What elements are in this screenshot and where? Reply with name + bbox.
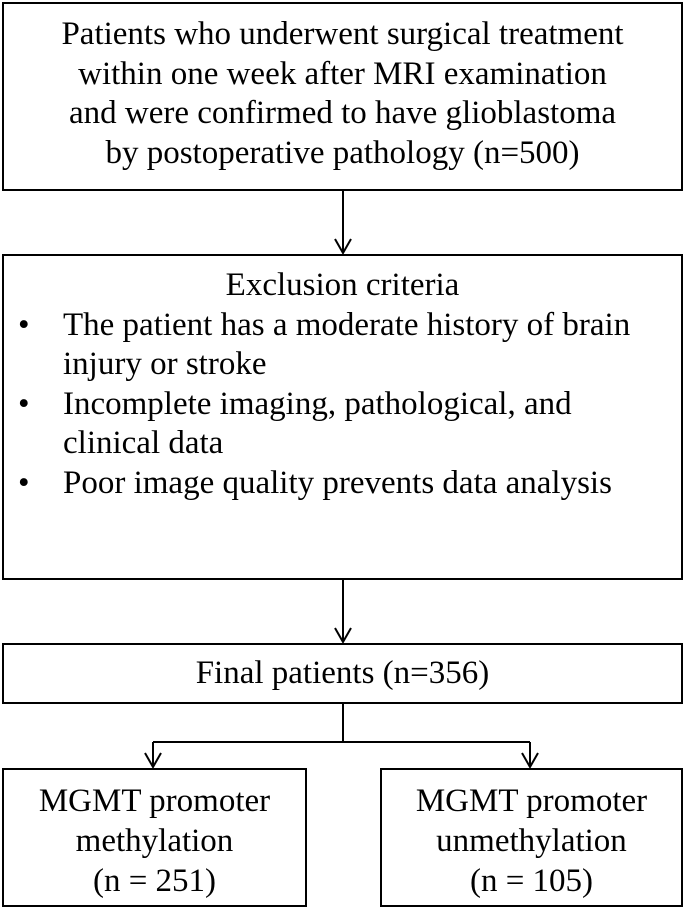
bullet-icon: • (18, 306, 30, 343)
arrowhead-final-to-unmethylation (522, 753, 538, 767)
unmethylation-box (380, 768, 683, 907)
unmethylation-line: MGMT promoter (415, 783, 648, 819)
bullet-icon: • (18, 464, 30, 501)
exclusion-item (4, 464, 681, 504)
exclusion-box (2, 254, 683, 580)
arrowhead-exclusion-to-final (335, 628, 351, 642)
methylation-box (2, 768, 307, 907)
final-patients-label: Final patients (n=356) (195, 655, 490, 691)
exclusion-item (4, 306, 681, 385)
inclusion-line: and were confirmed to have glioblastoma (68, 95, 617, 131)
bullet-icon: • (18, 385, 30, 422)
exclusion-item-text: The patient has a moderate history of brain injury or stroke (63, 306, 631, 382)
exclusion-item (4, 385, 681, 464)
methylation-count: (n = 251) (92, 863, 217, 899)
arrowhead-inclusion-to-exclusion (335, 239, 351, 253)
inclusion-line: Patients who underwent surgical treatment (61, 16, 624, 52)
exclusion-heading: Exclusion criteria (225, 267, 460, 303)
exclusion-item-text: Incomplete imaging, pathological, and clinical data (63, 385, 572, 461)
inclusion-box (2, 2, 683, 191)
arrowhead-final-to-methylation (145, 753, 161, 767)
unmethylation-count: (n = 105) (469, 863, 594, 899)
exclusion-list (4, 306, 681, 504)
methylation-line: methylation (75, 823, 234, 859)
inclusion-line: by postoperative pathology (n=500) (105, 134, 580, 171)
inclusion-line: within one week after MRI examination (78, 55, 607, 92)
unmethylation-line: unmethylation (436, 823, 627, 859)
exclusion-item-text: Poor image quality prevents data analysis (63, 464, 612, 501)
methylation-line: MGMT promoter (38, 783, 271, 819)
final-patients-box (2, 643, 683, 704)
